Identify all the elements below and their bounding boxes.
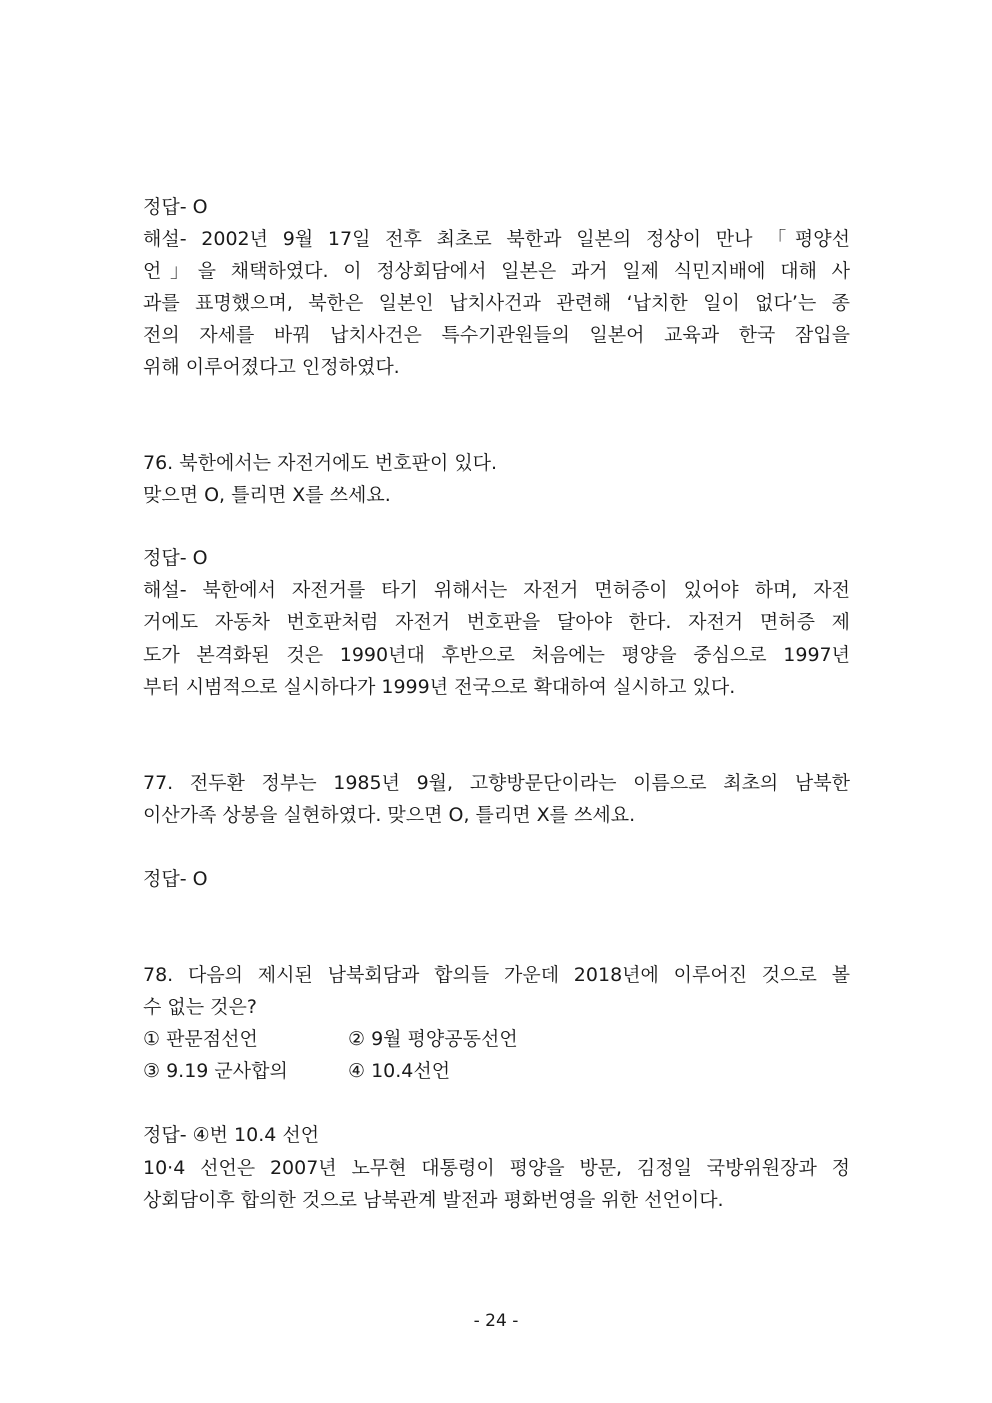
q78-question-line: 78. 다음의 제시된 남북회담과 합의들 가운데 2018년에 이루어진 것으로 볼 xyxy=(143,964,850,986)
q78-explanation-line: 10·4 선언은 2007년 노무현 대통령이 평양을 방문, 김정일 국방위원장과 정 xyxy=(143,1157,850,1179)
q78-explanation-line: 상회담이후 합의한 것으로 남북관계 발전과 평화번영을 위한 선언이다. xyxy=(143,1189,724,1211)
q76-question: 76. 북한에서는 자전거에도 번호판이 있다. xyxy=(143,452,498,474)
page-number: - 24 - xyxy=(473,1311,519,1331)
q76-explanation-line: 거에도 자동차 번호판처럼 자전거 번호판을 달아야 한다. 자전거 면허증 제 xyxy=(143,611,850,633)
q76-explanation-line: 부터 시범적으로 실시하다가 1999년 전국으로 확대하여 실시하고 있다. xyxy=(143,676,736,698)
q77-answer: 정답- O xyxy=(143,868,208,890)
q76-answer: 정답- O xyxy=(143,547,208,569)
q75-answer: 정답- O xyxy=(143,196,208,218)
q77-question-line: 이산가족 상봉을 실현하였다. 맞으면 O, 틀리면 X를 쓰세요. xyxy=(143,804,636,826)
q77-question-line: 77. 전두환 정부는 1985년 9월, 고향방문단이라는 이름으로 최초의 남북한 xyxy=(143,772,850,794)
q78-answer: 정답- ④번 10.4 선언 xyxy=(143,1124,320,1146)
q75-explanation-line: 전의 자세를 바꿔 납치사건은 특수기관원들의 일본어 교육과 한국 잠입을 xyxy=(143,324,850,346)
q78-option-2: ② 9월 평양공동선언 xyxy=(348,1028,518,1050)
q75-explanation-line: 언」을 채택하였다. 이 정상회담에서 일본은 과거 일제 식민지배에 대해 사 xyxy=(143,260,850,282)
q78-option-3: ③ 9.19 군사합의 xyxy=(143,1060,288,1082)
q76-instruction: 맞으면 O, 틀리면 X를 쓰세요. xyxy=(143,484,391,506)
q78-option-4: ④ 10.4선언 xyxy=(348,1060,451,1082)
q78-option-1: ① 판문점선언 xyxy=(143,1028,258,1050)
q76-explanation-line: 해설- 북한에서 자전거를 타기 위해서는 자전거 면허증이 있어야 하며, 자전 xyxy=(143,579,850,601)
q75-explanation-line: 과를 표명했으며, 북한은 일본인 납치사건과 관련해 ‘납치한 일이 없다’는 종 xyxy=(143,292,850,314)
q75-explanation-line: 위해 이루어졌다고 인정하였다. xyxy=(143,356,400,378)
q75-explanation-line: 해설- 2002년 9월 17일 전후 최초로 북한과 일본의 정상이 만나 「평양선 xyxy=(143,228,850,250)
q76-explanation-line: 도가 본격화된 것은 1990년대 후반으로 처음에는 평양을 중심으로 1997년 xyxy=(143,644,850,666)
q78-question-line: 수 없는 것은? xyxy=(143,996,257,1018)
